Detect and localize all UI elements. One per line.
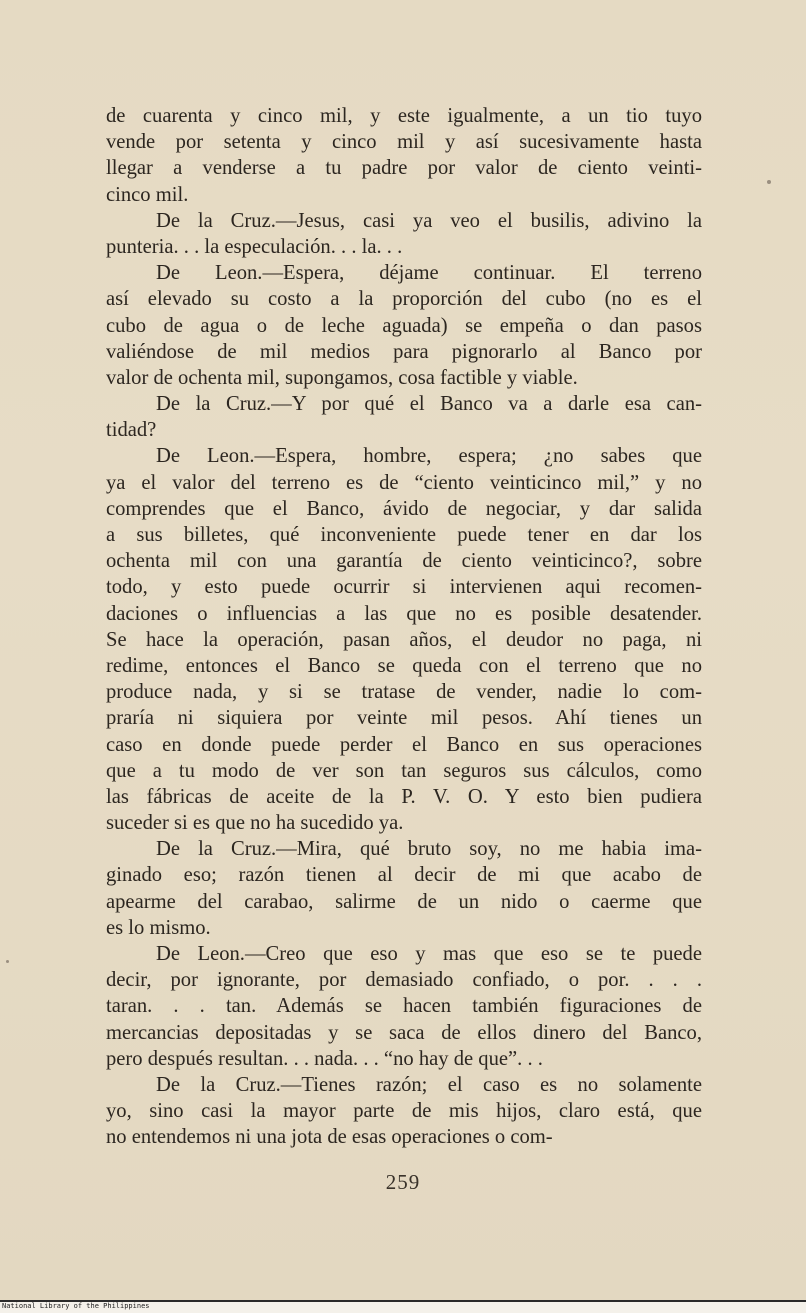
body-text [106,103,702,1151]
footer-credit: National Library of the Philippines [2,1302,150,1310]
text-line: pero después resultan. . . nada. . . “no hay de que”. . . [106,1047,543,1070]
paper-speck [6,960,9,963]
text-line: todo, y esto puede ocurrir si intervienen aqui recomen- [106,576,702,599]
text-line: es lo mismo. [106,916,211,939]
text-line: así elevado su costo a la proporción del cubo (no es el [106,288,702,311]
text-line: ginado eso; razón tienen al decir de mi que acabo de [106,864,702,887]
text-line: valor de ochenta mil, supongamos, cosa factible y viable. [106,366,578,389]
text-line: yo, sino casi la mayor parte de mis hijos, claro está, que [106,1100,702,1123]
text-line: De Leon.—Creo que eso y mas que eso se te puede [156,943,702,965]
text-line: suceder si es que no ha sucedido ya. [106,812,404,835]
text-line: no entendemos ni una jota de esas operaciones o com- [106,1126,553,1149]
text-line: llegar a venderse a tu padre por valor de ciento veinti- [106,157,702,180]
text-line: valiéndose de mil medios para pignorarlo al Banco por [106,340,702,363]
text-line: decir, por ignorante, por demasiado confiado, o por. . . . [106,969,702,992]
text-line: De Leon.—Espera, hombre, espera; ¿no sabes que [156,445,702,468]
text-line: daciones o influencias a las que no es posible desatender. [106,602,702,625]
text-line: ochenta mil con una garantía de ciento veinticinco?, sobre [106,550,702,573]
paragraph [106,391,702,443]
text-line: De la Cruz.—Mira, qué bruto soy, no me habia ima- [156,838,702,861]
text-line: vende por setenta y cinco mil y así sucesivamente hasta [106,131,702,154]
text-line: cubo de agua o de leche aguada) se empeña o dan pasos [106,314,702,337]
text-line: de cuarenta y cinco mil, y este igualmente, a un tio tuyo [106,105,702,127]
text-line: cinco mil. [106,183,189,206]
text-line: De la Cruz.—Jesus, casi ya veo el busilis, adivino la [156,209,702,232]
text-line: ya el valor del terreno es de “ciento veinticinco mil,” y no [106,471,702,494]
text-line: produce nada, y si se tratase de vender, nadie lo com- [106,681,702,704]
text-line: De la Cruz.—Tienes razón; el caso es no solamente [156,1073,702,1096]
text-line: caso en donde puede perder el Banco en sus operaciones [106,733,702,756]
text-line: punteria. . . la especulación. . . la. . . [106,235,403,258]
paragraph [106,443,702,836]
text-line: praría ni siquiera por veinte mil pesos. Ahí tienes un [106,707,702,730]
text-line: tidad? [106,419,157,442]
paragraph [106,260,702,391]
text-line: De Leon.—Espera, déjame continuar. El terreno [156,262,702,285]
text-line: De la Cruz.—Y por qué el Banco va a darle esa can- [156,393,702,416]
paragraph [106,103,702,208]
text-line: mercancias depositadas y se saca de ellos dinero del Banco, [106,1021,702,1044]
text-line: las fábricas de aceite de la P. V. O. Y esto bien pudiera [106,785,702,808]
paragraph [106,1072,702,1151]
text-line: redime, entonces el Banco se queda con el terreno que no [106,654,702,677]
paragraph [106,941,702,1072]
text-line: apearme del carabao, salirme de un nido o caerme que [106,890,702,913]
paragraph [106,836,702,941]
text-line: que a tu modo de ver son tan seguros sus cálculos, como [106,759,702,782]
paper-speck [767,180,771,184]
paragraph [106,208,702,260]
page-number: 259 [385,1170,421,1194]
text-line: taran. . . tan. Además se hacen también figuraciones de [106,995,702,1018]
text-line: a sus billetes, qué inconveniente puede tener en dar los [106,524,702,546]
text-line: Se hace la operación, pasan años, el deudor no paga, ni [106,628,702,651]
text-line: comprendes que el Banco, ávido de negociar, y dar salida [106,497,702,520]
